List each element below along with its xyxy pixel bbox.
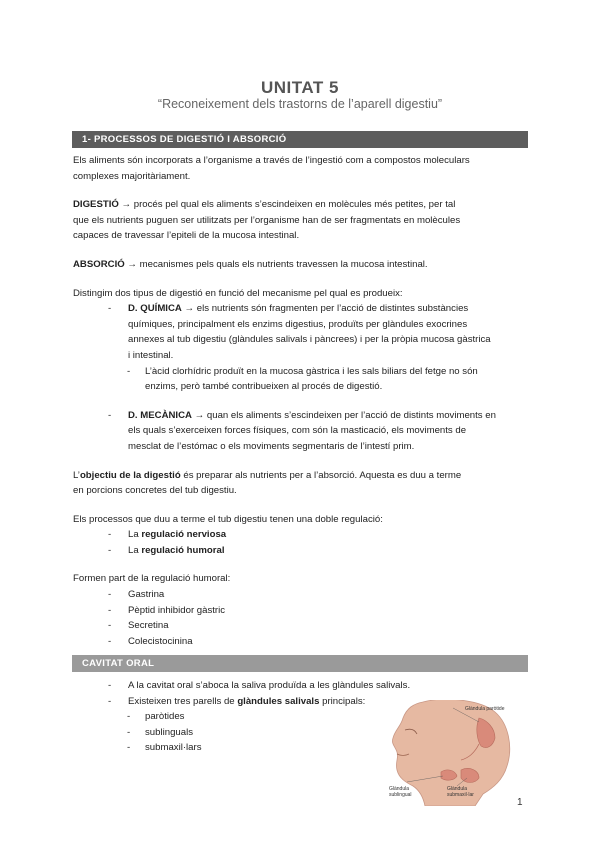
label-sublingual: Glàndula sublingual	[389, 786, 412, 798]
section-header-cavitat-oral: CAVITAT ORAL	[72, 655, 528, 672]
list-item-gland: - submaxil·lars	[127, 742, 202, 754]
list-item-hormone: - Colecistocinina	[108, 635, 193, 647]
objectiu-term: objectiu de la digestió	[79, 469, 181, 481]
intro-paragraph: Els aliments són incorporats a l’organisme a través de l’ingestió com a compostos moleculars complexes majoritàriament.	[73, 155, 470, 182]
absorcio-paragraph: ABSORCIÓ → mecanismes pels quals els nutrients travessen la mucosa intestinal.	[73, 258, 428, 270]
salivary-glands-illustration	[383, 700, 525, 806]
section-body-processos	[73, 153, 530, 649]
unit-subtitle: “Reconeixement dels trastorns de l’aparell digestiu”	[157, 97, 443, 111]
list-item-gland: - sublinguals	[127, 726, 194, 738]
formen-paragraph: Formen part de la regulació humoral:	[73, 573, 231, 585]
distingim-paragraph: Distingim dos tipus de digestió en funció del mecanisme pel qual es produeix:	[73, 287, 403, 299]
digestio-term: DIGESTIÓ	[73, 199, 119, 211]
section-header-processos: 1- PROCESSOS DE DIGESTIÓ I ABSORCIÓ	[72, 131, 528, 148]
list-item-gland: - paròtides	[127, 711, 185, 723]
list-item-acid: - L’àcid clorhídric produït en la mucosa gàstrica i les sals biliars del fetge no són enzims, però també contribueixen al procés de digestió.	[127, 365, 478, 393]
list-item-saliva: - A la cavitat oral s’aboca la saliva produïda a les glàndules salivals.	[108, 680, 411, 691]
absorcio-term: ABSORCIÓ	[73, 258, 125, 270]
list-item-mecanica: - D. MECÀNICA → quan els aliments s’escindeixen per l’acció de distints moviments en els quals s’exerceixen forces físiques, com són la masticació, els moviments de mesclat de l’estómac o els moviments segmentaris de l’intestí prim.	[108, 409, 496, 452]
list-item-regulacio-humoral: - La regulació humoral	[108, 544, 225, 556]
unit-title: UNITAT 5	[261, 78, 339, 97]
label-submaxillar: Glàndula submaxil·lar	[447, 786, 474, 798]
label-parotide: Glàndula paròtide	[465, 706, 505, 712]
list-item-hormone: - Pèptid inhibidor gàstric	[108, 604, 226, 616]
mecanica-term: D. MECÀNICA	[128, 409, 192, 421]
regulacio-intro: Els processos que duu a terme el tub digestiu tenen una doble regulació:	[73, 513, 383, 525]
list-item-hormone: - Secretina	[108, 620, 169, 632]
page-number: 1	[517, 797, 523, 808]
list-item-glandules: - Existeixen tres parells de glàndules salivals principals:	[108, 695, 366, 707]
digestio-paragraph: DIGESTIÓ → procés pel qual els aliments s’escindeixen en molècules més petites, per tal que els nutrients puguen ser utilitzats per l’organisme han de ser fragmentats en molècules capaces de travessar l’epiteli de la mucosa intestinal.	[73, 199, 461, 242]
quimica-term: D. QUÍMICA	[128, 303, 182, 315]
objectiu-paragraph: L’objectiu de la digestió és preparar als nutrients per a l’absorció. Aquesta es duu a terme en porcions concretes del tub digestiu.	[73, 469, 462, 497]
list-item-hormone: - Gastrina	[108, 589, 165, 601]
list-item-quimica: - D. QUÍMICA → els nutrients són fragmenten per l’acció de distintes substàncies químiques, principalment els enzims digestius, produïts per glàndules exocrines annexes al tub digestiu (glàndules salivals i pàncrees) i per la pròpia mucosa gàstrica i intestinal.	[108, 303, 491, 361]
list-item-regulacio-nerviosa: - La regulació nerviosa	[108, 529, 227, 541]
